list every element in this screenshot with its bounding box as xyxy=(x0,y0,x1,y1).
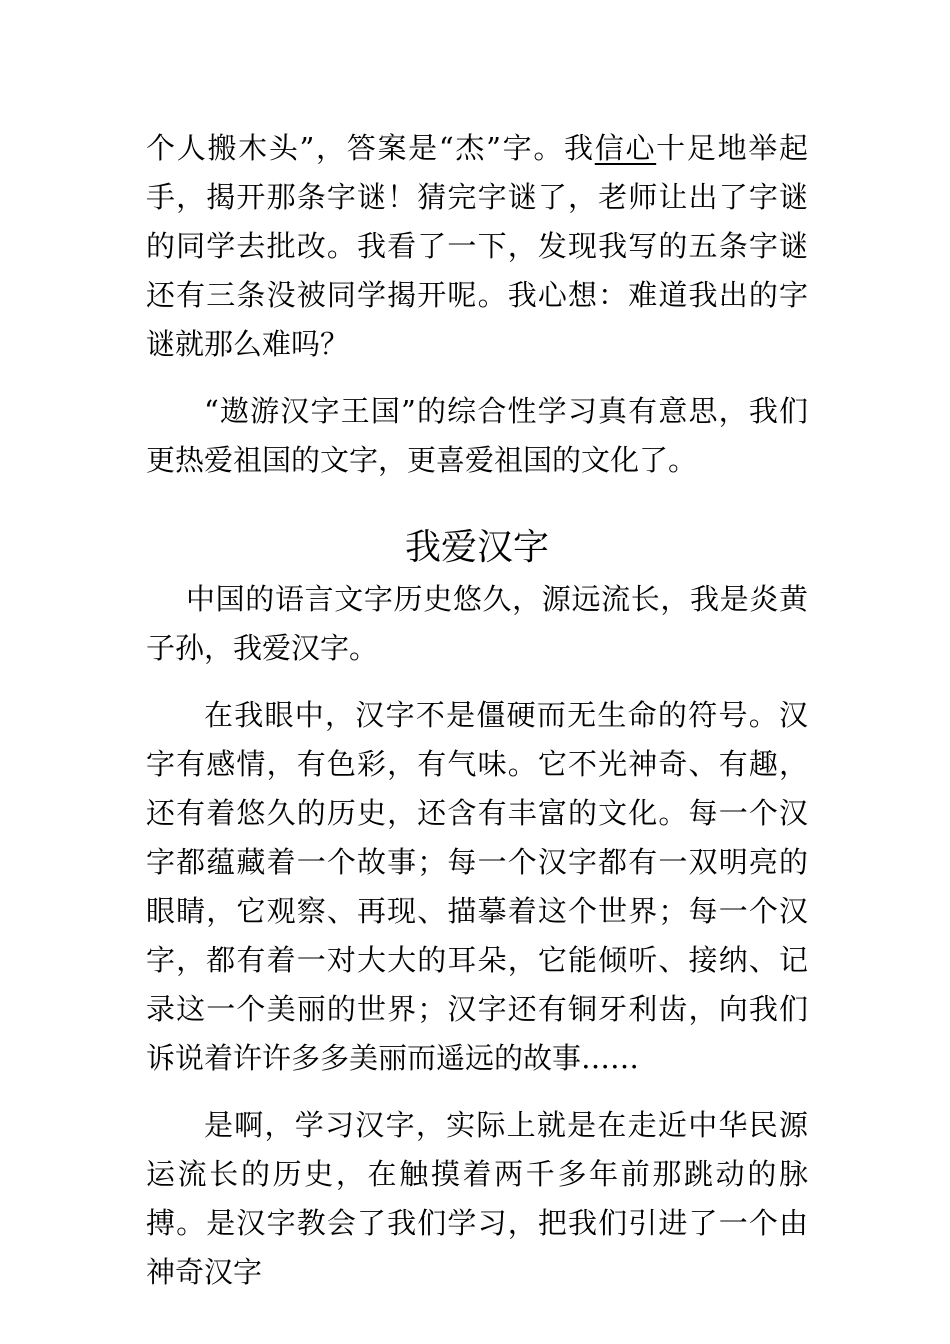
document-page xyxy=(146,124,808,1297)
story-paragraph-continued xyxy=(146,124,808,369)
text-segment: 个人搬木头”，答案是“杰”字。我 xyxy=(146,131,595,165)
essay-title: 我爱汉字 xyxy=(404,527,549,568)
essay-paragraph: 是啊，学习汉字，实际上就是在走近中华民源运流长的历史，在触摸着两千多年前那跳动的脉搏。是汉字教会了我们学习，把我们引进了一个由神奇汉字 xyxy=(146,1108,808,1289)
underlined-word: 信心 xyxy=(594,131,657,165)
essay-paragraph: 中国的语言文字历史悠久，源远流长，我是炎黄子孙，我爱汉字。 xyxy=(146,582,808,665)
story-paragraph-closing: “遨游汉字王国”的综合性学习真有意思，我们更热爱祖国的文字，更喜爱祖国的文化了。 xyxy=(146,394,808,477)
essay-paragraph: 在我眼中，汉字不是僵硬而无生命的符号。汉字有感情，有色彩，有气味。它不光神奇、有趣，还有着悠久的历史，还含有丰富的文化。每一个汉字都蕴藏着一个故事；每一个汉字都有一双明亮的眼睛，它观察、再现、描摹着这个世界；每一个汉字，都有着一对大大的耳朵，它能倾听、接纳、记录这一个美丽的世界；汉字还有铜牙利齿，向我们诉说着许许多多美丽而遥远的故事…… xyxy=(146,698,808,1075)
text-segment: 十足地举起手，揭开那条字谜！猜完字谜了，老师让出了字谜的同学去批改。我看了一下，发现我写的五条字谜还有三条没被同学揭开呢。我心想：难道我出的字谜就那么难吗？ xyxy=(146,131,808,361)
